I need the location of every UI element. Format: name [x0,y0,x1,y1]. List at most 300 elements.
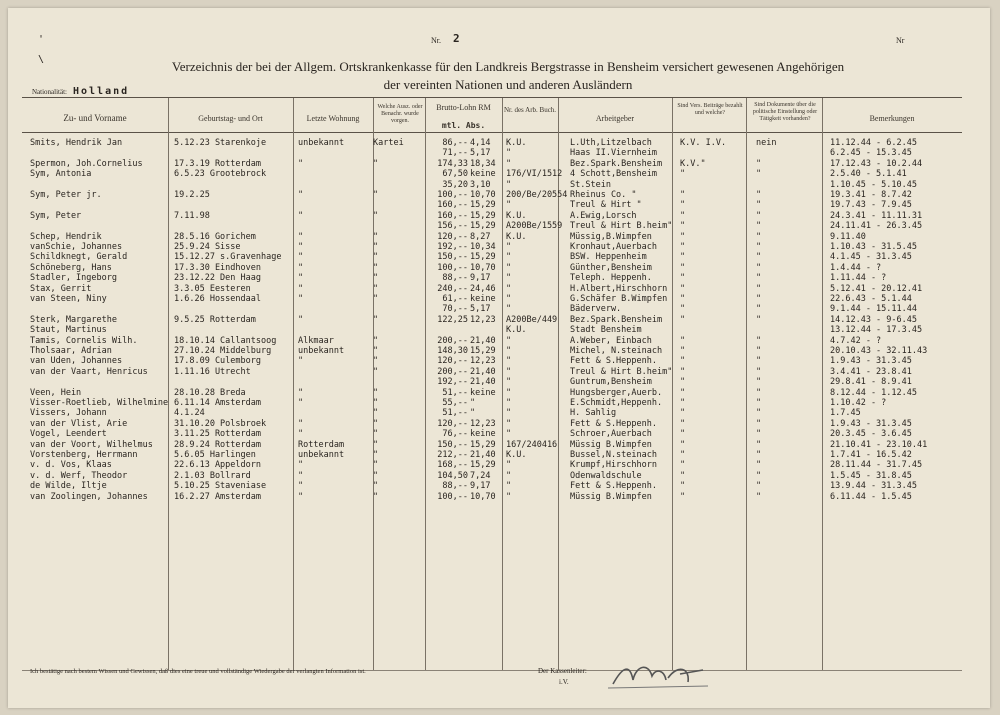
cell-documents: " [756,450,762,460]
cell-birth: 4.1.24 [174,408,205,419]
cell-contributions: " [680,221,686,232]
cell-contributions: " [680,377,686,388]
cell-address: Alkmaar [298,335,334,346]
cell-address: " [298,387,304,398]
cell-address: " [298,470,304,481]
cell-remarks: 4.7.42 - ? [830,335,882,346]
cell-documents: " [756,387,762,398]
cell-name: vanSchie, Johannes [30,242,123,252]
cell-employer: H. Sahlig [570,408,617,419]
cell-employer: Treul & Hirt B.heim" [570,221,673,232]
cell-wage-deduction: 10,70 [470,262,496,273]
cell-documents: " [756,242,762,252]
cell-workbook-number: " [506,283,512,294]
cell-wage-monthly: 55,-- [442,398,468,408]
cell-wage-monthly: 174,33 [437,158,468,169]
cell-name: Visser-Roetlieb, Wilhelmine [30,398,169,408]
cell-documents: " [756,356,762,367]
cell-reason: " [373,387,379,398]
cell-address: " [298,190,304,200]
cell-reason: " [373,252,379,263]
table-row [8,138,990,148]
cell-employer: Müssig B.Wimpfen [570,439,652,450]
table-row [8,242,990,252]
cell-wage-deduction: 21,40 [470,335,496,346]
cell-reason: " [373,491,379,502]
cell-remarks: 4.1.45 - 31.3.45 [830,252,912,263]
cell-birth: 9.5.25 Rotterdam [174,314,256,325]
handwritten-signature [608,656,718,692]
cell-employer: Teleph. Heppenh. [570,273,652,284]
cell-wage-monthly: 192,-- [437,242,468,252]
cell-reason: " [373,242,379,252]
cell-name: Staut, Martinus [30,325,107,336]
column-header-address: Letzte Wohnung [306,114,360,123]
cell-name: Stadler, Ingeborg [30,273,117,284]
cell-wage-deduction: 15,29 [470,252,496,263]
cell-workbook-number: " [506,294,512,304]
column-header-reason: Welche Ausz. oder Benachr. wurde vorgen. [377,104,423,124]
cell-workbook-number: K.U. [506,231,527,242]
cell-remarks: 24.3.41 - 11.11.31 [830,210,923,221]
cell-documents: " [756,366,762,377]
cell-remarks: 1.10.43 - 31.5.45 [830,242,917,252]
cell-address: " [298,283,304,294]
cell-contributions: " [680,169,686,180]
cell-wage-deduction: 21,40 [470,377,496,388]
cell-contributions: " [680,314,686,325]
cell-address: unbekannt [298,138,345,148]
cell-documents: " [756,221,762,232]
cell-workbook-number: " [506,418,512,429]
cell-reason: " [373,158,379,169]
cell-workbook-number: " [506,460,512,471]
cell-remarks: 6.2.45 - 15.3.45 [830,148,912,159]
column-header-documents: Sind Dokumente über die politische Einstellung oder Tätigkeit vorhanden? [752,102,818,122]
cell-wage-deduction: 12,23 [470,314,496,325]
table-row [8,284,990,294]
cell-contributions: " [680,387,686,398]
cell-reason: " [373,314,379,325]
cell-wage-deduction: 15,29 [470,439,496,450]
cell-reason: " [373,231,379,242]
cell-remarks: 2.5.40 - 5.1.41 [830,169,907,180]
cell-birth: 28.10.28 Breda [174,387,246,398]
cell-wage-monthly: 150,-- [437,252,468,263]
cell-wage-monthly: 88,-- [442,273,468,284]
cell-employer: Kronhaut,Auerbach [570,242,657,252]
cell-remarks: 28.11.44 - 31.7.45 [830,460,923,471]
cell-documents: " [756,408,762,419]
cell-workbook-number: " [506,252,512,263]
table-row [8,232,990,242]
cell-birth: 1.6.26 Hossendaal [174,294,261,304]
cell-wage-monthly: 160,-- [437,210,468,221]
cell-workbook-number: " [506,242,512,252]
table-row [8,346,990,356]
cell-employer: Odenwaldschule [570,470,642,481]
cell-name: Vorstenberg, Herrmann [30,450,138,460]
nationality-value: Holland [73,86,130,97]
cell-remarks: 17.12.43 - 10.2.44 [830,158,923,169]
cell-wage-deduction: 10,70 [470,190,496,200]
cell-name: Spermon, Joh.Cornelius [30,158,143,169]
cell-name: van Zoolingen, Johannes [30,491,148,502]
cell-contributions: K.V." [680,158,706,169]
footer-signer-abbrev: i.V. [559,678,569,686]
cell-reason: " [373,398,379,408]
cell-birth: 5.12.23 Starenkoje [174,138,267,148]
table-row [8,388,990,398]
table-row [8,169,990,179]
cell-wage-monthly: 70,-- [442,304,468,315]
cell-remarks: 19.3.41 - 8.7.42 [830,190,912,200]
cell-contributions: " [680,470,686,481]
page-number: 2 [453,32,460,45]
cell-wage-deduction: 3,10 [470,179,491,190]
cell-wage-deduction: 15,29 [470,221,496,232]
cell-wage-deduction: keine [470,294,496,304]
cell-remarks: 14.12.43 - 9-6.45 [830,314,917,325]
cell-address: " [298,491,304,502]
cell-reason: " [373,418,379,429]
cell-address: " [298,429,304,440]
table-row [8,304,990,314]
cell-wage-deduction: 24,46 [470,283,496,294]
cell-wage-monthly: 168,-- [437,460,468,471]
cell-reason: " [373,366,379,377]
cell-birth: 6.5.23 Grootebrock [174,169,267,180]
cell-employer: Treul & Hirt B.heim" [570,366,673,377]
cell-employer: 4 Schott,Bensheim [570,169,657,180]
cell-name: de Wilde, Iltje [30,481,107,492]
cell-documents: " [756,273,762,284]
cell-wage-monthly: 200,-- [437,335,468,346]
cell-documents: " [756,294,762,304]
cell-employer: G.Schäfer B.Wimpfen [570,294,668,304]
cell-remarks: 1.11.44 - ? [830,273,887,284]
cell-wage-deduction: 15,29 [470,346,496,356]
cell-wage-monthly: 120,-- [437,231,468,242]
cell-contributions: " [680,450,686,460]
cell-employer: Rheinus Co. " [570,190,637,200]
number-label: Nr. [431,36,441,45]
cell-wage-monthly: 240,-- [437,283,468,294]
cell-name: Tamis, Cornelis Wilh. [30,335,138,346]
table-row [8,315,990,325]
cell-wage-deduction: 15,29 [470,200,496,211]
cell-address: " [298,460,304,471]
cell-contributions: " [680,460,686,471]
cell-workbook-number: " [506,387,512,398]
cell-remarks: 1.10.45 - 5.10.45 [830,179,917,190]
table-row [8,492,990,502]
cell-wage-monthly: 160,-- [437,200,468,211]
cell-wage-monthly: 71,-- [442,148,468,159]
cell-name: van Uden, Johannes [30,356,123,367]
table-row [8,460,990,470]
cell-address: " [298,356,304,367]
cell-wage-deduction: 10,70 [470,491,496,502]
cell-address: " [298,418,304,429]
cell-documents: " [756,335,762,346]
cell-remarks: 20.10.43 - 32.11.43 [830,346,928,356]
cell-contributions: " [680,200,686,211]
cell-wage-monthly: 35,20 [442,179,468,190]
cell-employer: Müssig,B.Wimpfen [570,231,652,242]
cell-workbook-number: " [506,366,512,377]
cell-birth: 1.11.16 Utrecht [174,366,251,377]
cell-documents: " [756,158,762,169]
cell-contributions: " [680,439,686,450]
cell-reason: " [373,460,379,471]
cell-wage-deduction: 12,23 [470,356,496,367]
cell-name: van Steen, Niny [30,294,107,304]
cell-workbook-number: " [506,158,512,169]
cell-workbook-number: K.U. [506,450,527,460]
table-row [8,336,990,346]
cell-reason: " [373,262,379,273]
cell-workbook-number: " [506,429,512,440]
cell-remarks: 6.11.44 - 1.5.45 [830,491,912,502]
cell-documents: " [756,346,762,356]
cell-contributions: " [680,304,686,315]
cell-employer: Michel, N.steinach [570,346,663,356]
nationality-label: Nationalität: [32,88,67,96]
cell-wage-monthly: 104,50 [437,470,468,481]
column-header-name: Zu- und Vorname [63,113,127,123]
footer-signer-label: Der Kassenleiter: [538,667,587,675]
cell-employer: Müssig B.Wimpfen [570,491,652,502]
cell-contributions: " [680,262,686,273]
cell-wage-monthly: 212,-- [437,450,468,460]
table-row [8,263,990,273]
cell-name: Sym, Peter jr. [30,190,102,200]
table-top-rule [22,97,962,98]
table-row [8,159,990,169]
cell-name: Stax, Gerrit [30,283,92,294]
cell-employer: Stadt Bensheim [570,325,642,336]
cell-workbook-number: " [506,273,512,284]
table-row [8,419,990,429]
column-header-contributions: Sind Vers. Beiträge bezahlt und welche? [677,103,743,116]
cell-reason: " [373,294,379,304]
cell-employer: Hungsberger,Auerb. [570,387,663,398]
cell-workbook-number: K.U. [506,325,527,336]
cell-employer: Bez.Spark.Bensheim [570,314,663,325]
cell-remarks: 3.4.41 - 23.8.41 [830,366,912,377]
document-page [8,8,990,708]
cell-employer: H.Albert,Hirschhorn [570,283,668,294]
cell-birth: 2.1.03 Bollrard [174,470,251,481]
cell-name: Veen, Hein [30,387,82,398]
cell-wage-deduction: 15,29 [470,210,496,221]
cell-workbook-number: " [506,377,512,388]
cell-documents: nein [756,138,777,148]
cell-wage-monthly: 100,-- [437,491,468,502]
cell-reason: " [373,283,379,294]
cell-remarks: 1.10.42 - ? [830,398,887,408]
column-header-workbook: Nr. des Arb. Buch. [503,106,557,114]
cell-address: " [298,252,304,263]
cell-documents: " [756,481,762,492]
cell-workbook-number: " [506,346,512,356]
header-bottom-rule [22,132,962,133]
cell-wage-deduction: 21,40 [470,366,496,377]
cell-wage-monthly: 51,-- [442,387,468,398]
cell-birth: 17.8.09 Culemborg [174,356,261,367]
cell-workbook-number: K.U. [506,210,527,221]
cell-documents: " [756,429,762,440]
cell-contributions: " [680,231,686,242]
table-row [8,294,990,304]
cell-name: Sterk, Margarethe [30,314,117,325]
column-header-wage-sub: mtl. Abs. [441,121,486,130]
cell-documents: " [756,470,762,481]
cell-workbook-number: " [506,491,512,502]
cell-remarks: 1.9.43 - 31.3.45 [830,356,912,367]
cell-employer: Schroer,Auerbach [570,429,652,440]
cell-contributions: " [680,335,686,346]
cell-employer: Günther,Bensheim [570,262,652,273]
cell-workbook-number: A200Be/1559 [506,221,563,232]
cell-documents: " [756,231,762,242]
table-row [8,356,990,366]
cell-workbook-number: " [506,470,512,481]
cell-birth: 5.6.05 Harlingen [174,450,256,460]
cell-birth: 23.12.22 Den Haag [174,273,261,284]
cell-wage-deduction: 5,17 [470,304,491,315]
cell-contributions: " [680,252,686,263]
cell-name: v. d. Vos, Klaas [30,460,112,471]
cell-wage-deduction: 18,34 [470,158,496,169]
cell-name: van der Vaart, Henricus [30,366,148,377]
cell-reason: Kartei [373,138,404,148]
cell-address: " [298,242,304,252]
cell-address: " [298,398,304,408]
cell-birth: 17.3.30 Eindhoven [174,262,261,273]
corner-mark: ' [38,34,45,45]
cell-birth: 7.11.98 [174,210,210,221]
cell-contributions: " [680,283,686,294]
cell-workbook-number: 176/VI/1512 [506,169,563,180]
cell-birth: 5.10.25 Staveniase [174,481,267,492]
cell-employer: Treul & Hirt " [570,200,642,211]
cell-wage-deduction: 21,40 [470,450,496,460]
cell-remarks: 21.10.41 - 23.10.41 [830,439,928,450]
cell-name: Schep, Hendrik [30,231,102,242]
cell-reason: " [373,356,379,367]
cell-birth: 18.10.14 Callantsoog [174,335,277,346]
cell-wage-deduction: 7,24 [470,470,491,481]
cell-workbook-number: K.U. [506,138,527,148]
cell-wage-deduction: keine [470,387,496,398]
cell-contributions: K.V. I.V. [680,138,727,148]
cell-reason: " [373,408,379,419]
cell-employer: A.Weber, Einbach [570,335,652,346]
cell-wage-monthly: 148,30 [437,346,468,356]
cell-wage-monthly: 150,-- [437,439,468,450]
cell-workbook-number: " [506,148,512,159]
number-label-right: Nr [896,36,905,45]
cell-employer: L.Uth,Litzelbach [570,138,652,148]
cell-wage-monthly: 120,-- [437,356,468,367]
cell-contributions: " [680,356,686,367]
column-header-birth: Geburtstag- und Ort [198,114,263,123]
cell-wage-deduction: 12,23 [470,418,496,429]
cell-workbook-number: " [506,262,512,273]
cell-workbook-number: A200Be/449 [506,314,558,325]
cell-documents: " [756,210,762,221]
cell-workbook-number: 167/240416 [506,439,558,450]
cell-employer: A.Ewig,Lorsch [570,210,637,221]
cell-reason: " [373,450,379,460]
cell-employer: Fett & S.Heppenh. [570,356,657,367]
cell-contributions: " [680,481,686,492]
cell-birth: 16.2.27 Amsterdam [174,491,261,502]
table-row [8,377,990,387]
cell-wage-deduction: " [470,408,476,419]
cell-address: " [298,314,304,325]
cell-contributions: " [680,408,686,419]
cell-reason: " [373,346,379,356]
cell-documents: " [756,283,762,294]
cell-reason: " [373,470,379,481]
cell-wage-monthly: 86,-- [442,138,468,148]
cell-workbook-number: " [506,481,512,492]
cell-name: van der Vlist, Arie [30,418,128,429]
table-row [8,180,990,190]
column-header-remarks: Bemerkungen [869,114,915,123]
cell-reason: " [373,481,379,492]
cell-name: Sym, Peter [30,210,82,221]
cell-name: Schildknegt, Gerald [30,252,128,263]
column-header-wage: Brutto-Lohn RM [436,103,491,112]
cell-wage-monthly: 100,-- [437,262,468,273]
cell-birth: 22.6.13 Appeldorn [174,460,261,471]
cell-workbook-number: " [506,408,512,419]
cell-wage-monthly: 122,25 [437,314,468,325]
cell-wage-deduction: 10,34 [470,242,496,252]
cell-documents: " [756,314,762,325]
cell-remarks: 24.11.41 - 26.3.45 [830,221,923,232]
cell-wage-monthly: 192,-- [437,377,468,388]
column-header-employer: Arbeitgeber [595,114,635,123]
cell-reason: " [373,429,379,440]
cell-address: " [298,273,304,284]
cell-name: Sym, Antonia [30,169,92,180]
cell-address: " [298,231,304,242]
table-row [8,325,990,335]
cell-documents: " [756,200,762,211]
cell-documents: " [756,418,762,429]
cell-remarks: 19.7.43 - 7.9.45 [830,200,912,211]
cell-documents: " [756,439,762,450]
cell-birth: 31.10.20 Polsbroek [174,418,267,429]
cell-documents: " [756,491,762,502]
cell-workbook-number: " [506,398,512,408]
cell-documents: " [756,169,762,180]
cell-wage-deduction: 8,27 [470,231,491,242]
cell-address: Rotterdam [298,439,345,450]
cell-remarks: 20.3.45 - 3.6.45 [830,429,912,440]
cell-address: " [298,294,304,304]
table-row [8,190,990,200]
cell-address: " [298,210,304,221]
table-row [8,429,990,439]
table-row [8,200,990,210]
cell-wage-deduction: 9,17 [470,481,491,492]
